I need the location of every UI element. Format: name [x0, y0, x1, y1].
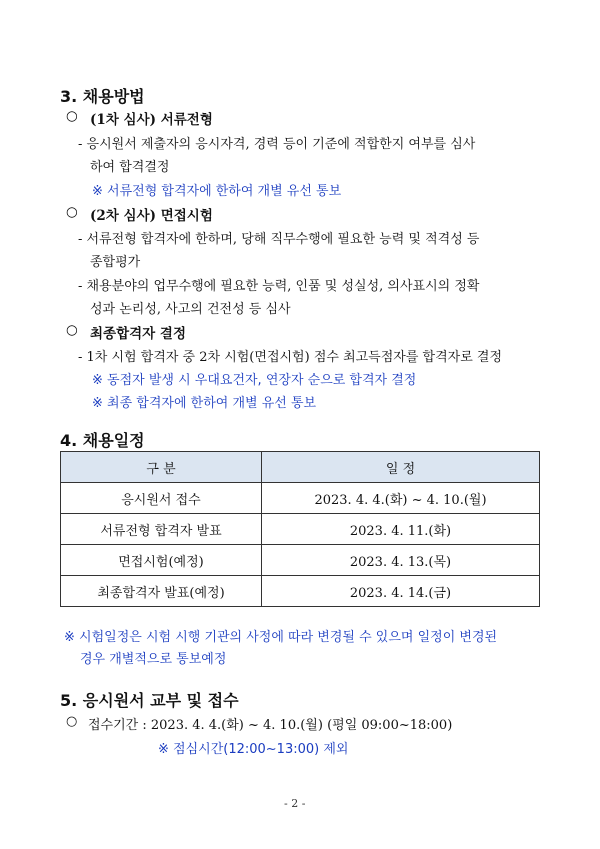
- bullet-mark: ○: [66, 714, 78, 729]
- table-row: [61, 545, 540, 576]
- note-line: ※ 동점자 발생 시 우대요건자, 연장자 순으로 합격자 결정: [92, 373, 417, 388]
- body-line: - 서류전형 합격자에 한하며, 당해 직무수행에 필요한 능력 및 적격성 등: [78, 232, 480, 247]
- table-row: [61, 483, 540, 514]
- table-cell: 서류전형 합격자 발표: [61, 514, 262, 545]
- table-cell: 응시원서 접수: [61, 483, 262, 514]
- table-cell: 최종합격자 발표(예정): [61, 576, 262, 607]
- table-header-row: [61, 452, 540, 483]
- table-header: 일 정: [262, 452, 540, 483]
- body-line: - 채용분야의 업무수행에 필요한 능력, 인품 및 성실성, 의사표시의 정확: [78, 279, 480, 294]
- section-5-title: 5. 응시원서 교부 및 접수: [60, 691, 239, 710]
- body-line: - 1차 시험 합격자 중 2차 시험(면접시험) 점수 최고득점자를 합격자로 결정: [78, 350, 503, 365]
- bullet-mark: ○: [66, 322, 78, 338]
- bullet-heading: (2차 심사) 면접시험: [90, 208, 213, 224]
- table-cell: 2023. 4. 14.(금): [262, 576, 540, 607]
- table-cell: 2023. 4. 11.(화): [262, 514, 540, 545]
- table-row: [61, 514, 540, 545]
- body-line: 접수기간 : 2023. 4. 4.(화) ~ 4. 10.(월) (평일 09:00~18:00): [88, 718, 453, 733]
- table-cell: 2023. 4. 4.(화) ~ 4. 10.(월): [262, 483, 540, 514]
- table-cell: 2023. 4. 13.(목): [262, 545, 540, 576]
- note-line: ※ 최종 합격자에 한하여 개별 유선 통보: [92, 396, 317, 411]
- page-number: - 2 -: [284, 797, 306, 810]
- table-row: [61, 576, 540, 607]
- section-3-title: 3. 채용방법: [60, 87, 145, 106]
- note-line: ※ 서류전형 합격자에 한하여 개별 유선 통보: [92, 184, 342, 199]
- bullet-heading: 최종합격자 결정: [90, 326, 186, 342]
- bullet-mark: ○: [66, 108, 78, 124]
- table-header: 구 분: [61, 452, 262, 483]
- section-4-title: 4. 채용일정: [60, 431, 145, 450]
- body-line: - 응시원서 제출자의 응시자격, 경력 등이 기준에 적합한지 여부를 심사: [78, 137, 476, 152]
- bullet-heading: (1차 심사) 서류전형: [90, 112, 213, 128]
- schedule-table: [60, 451, 540, 607]
- note-line: ※ 점심시간(12:00~13:00) 제외: [158, 742, 349, 757]
- schedule-note: 경우 개별적으로 통보예정: [80, 652, 227, 667]
- bullet-mark: ○: [66, 204, 78, 220]
- schedule-note: ※ 시험일정은 시험 시행 기관의 사정에 따라 변경될 수 있으며 일정이 변경된: [64, 630, 498, 645]
- body-line: 하여 합격결정: [90, 160, 170, 175]
- body-line: 종합평가: [90, 255, 141, 270]
- table-cell: 면접시험(예정): [61, 545, 262, 576]
- body-line: 성과 논리성, 사고의 건전성 등 심사: [90, 302, 291, 317]
